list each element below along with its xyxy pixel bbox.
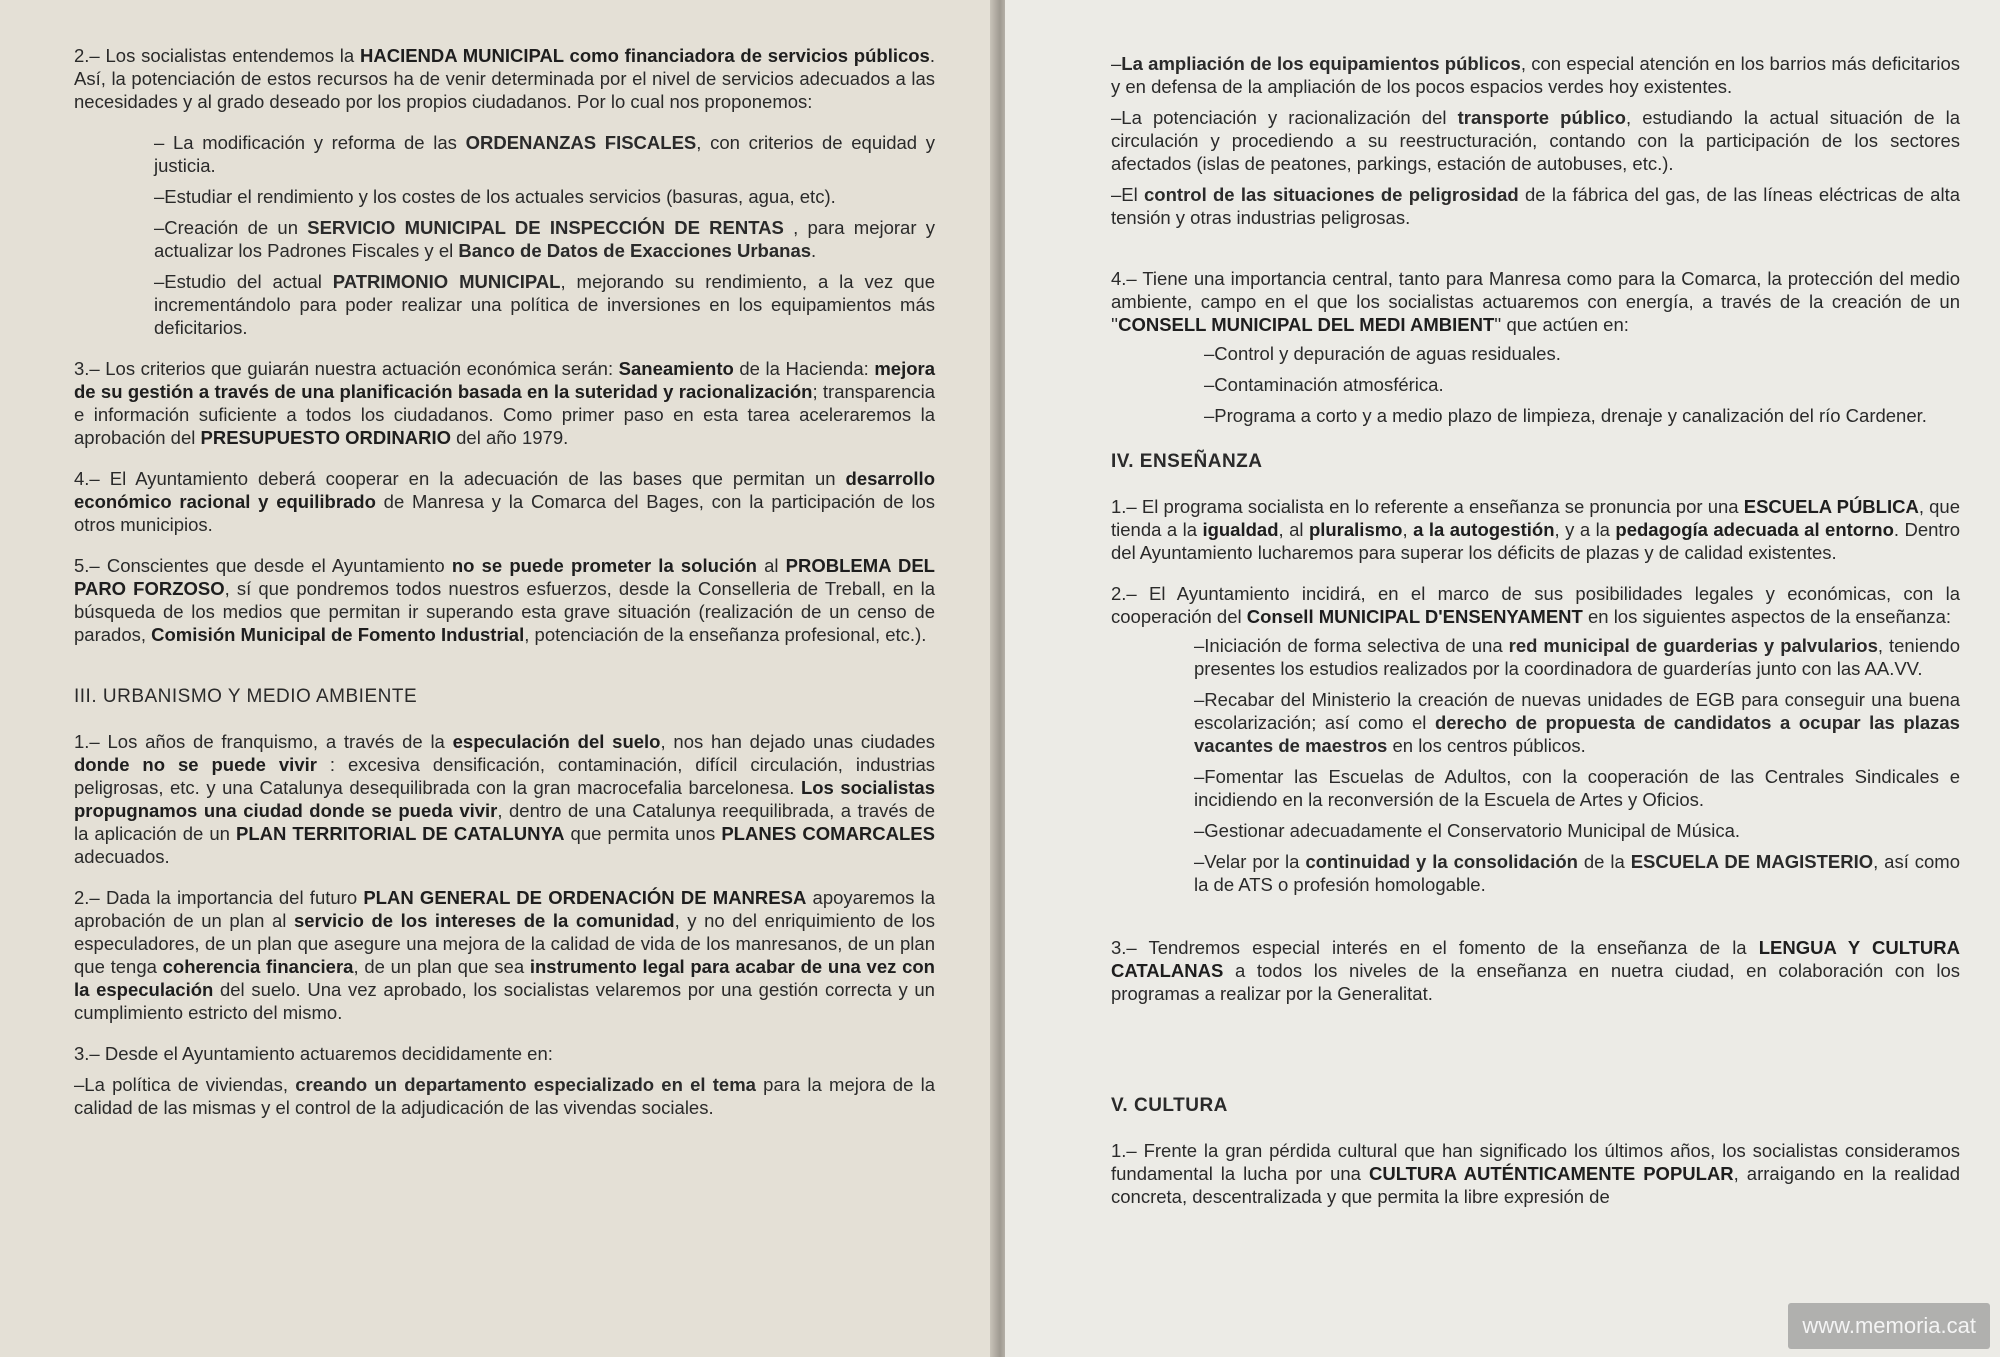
text: –Estudiar el rendimiento y los costes de los actuales servicios (basuras, agua, etc). — [154, 186, 836, 207]
text: apoyaremos la aprobación de un plan al — [74, 887, 935, 931]
text: 1.– El programa socialista en lo referente a enseñanza se pronuncia por una — [1111, 496, 1744, 517]
paragraph-consell-ensenyament — [1111, 582, 1960, 628]
text-bold: pluralismo — [1308, 519, 1403, 540]
text: de la Hacienda: — [733, 358, 875, 379]
text: , teniendo presentes los estudios realizados por la coordinadora de guarderías junto con las AA.VV. — [1194, 635, 1960, 679]
text-bold: LENGUA Y CULTURA CATALANAS — [1111, 937, 1961, 981]
text-bold: especulación del suelo — [452, 731, 661, 752]
section-heading-cultura: V. CULTURA — [1111, 1095, 1228, 1116]
text: de la — [1577, 851, 1631, 872]
text: 4.– El Ayuntamiento deberá cooperar en la adecuación de las bases que permitan un — [74, 468, 846, 489]
text: , que tienda a la — [1111, 496, 1960, 540]
text-bold: creando un departamento especializado en el tema — [295, 1074, 756, 1095]
watermark-label: www.memoria.cat — [1788, 1303, 1990, 1349]
list-item — [1194, 688, 1960, 757]
text: , estudiando la actual situación de la circulación y procediendo a su reestructuración, contando con la participación de los sectores afectados (islas de peatones, parkings, estación de autobuses, etc.). — [1111, 107, 1960, 174]
text: , — [1402, 519, 1414, 540]
text-bold: servicio de los intereses de la comunidad — [293, 910, 675, 931]
text: 3.– Tendremos especial interés en el fomento de la enseñanza de la — [1111, 937, 1759, 958]
text: 2.– El Ayuntamiento incidirá, en el marco de sus posibilidades legales y económicas, con la cooperación del — [1111, 583, 1960, 627]
list-item — [1111, 183, 1960, 229]
text: , y no del enriquimiento de los especuladores, de un plan que asegure una mejora de la calidad de vida de los manresanos, de un plan que tenga — [74, 910, 935, 977]
text: a todos los niveles de la enseñanza en nuetra ciudad, en colaboración con los programas a realizar por la Generalitat. — [1111, 960, 1960, 1004]
text: – La modificación y reforma de las — [154, 132, 466, 153]
text: , al — [1278, 519, 1309, 540]
text: , arraigando en la realidad concreta, descentralizada y que permita la libre expresión de — [1111, 1163, 1960, 1207]
text: , nos han dejado unas ciudades — [660, 731, 935, 752]
text: –Estudio del actual — [154, 271, 333, 292]
text-bold: Comisión Municipal de Fomento Industrial — [151, 624, 525, 645]
text-bold: mejora de su gestión a través de una planificación basada en la suteridad y racionalización — [74, 358, 935, 402]
text: al — [756, 555, 786, 576]
text: que permita unos — [564, 823, 722, 844]
text-bold: PLAN TERRITORIAL DE CATALUNYA — [235, 823, 565, 844]
text-bold: transporte público — [1457, 107, 1626, 128]
text: –La política de viviendas, — [74, 1074, 296, 1095]
text: , sí que pondremos todos nuestros esfuerzos, desde la Conselleria de Treball, en la búsqueda de los medios que permitan ir superando esta grave situación (realización de un censo de parados, — [74, 578, 936, 645]
text: para la mejora de la calidad de las mismas y el control de la adjudicación de las vivendas sociales. — [74, 1074, 936, 1118]
list-item — [1111, 106, 1960, 175]
text-bold: desarrollo económico racional y equilibrado — [74, 468, 935, 512]
text-bold: coherencia financiera — [162, 956, 354, 977]
list-item: –Fomentar las Escuelas de Adultos, con la cooperación de las Centrales Sindicales e incidiendo en la reconversión de la Escuela de Artes y Oficios. — [1194, 766, 1960, 810]
text-bold: Los socialistas propugnamos una ciudad donde se pueda vivir — [74, 777, 935, 821]
right-page — [1005, 0, 2000, 1357]
text: –Creación de un — [154, 217, 308, 238]
text-bold: PLANES COMARCALES — [721, 823, 935, 844]
text: 1.– Frente la gran pérdida cultural que han significado los últimos años, los socialistas consideramos fundamental la lucha por una — [1111, 1140, 1960, 1184]
text-bold: Consell MUNICIPAL D'ENSENYAMENT — [1246, 606, 1583, 627]
text-bold: red municipal de guarderias y palvularios — [1508, 635, 1878, 656]
list-item: –Contaminación atmosférica. — [1204, 374, 1444, 395]
text: , con criterios de equidad y justicia. — [154, 132, 935, 176]
text-bold: no se puede prometer la solución — [451, 555, 757, 576]
text: adecuados. — [74, 846, 170, 867]
text: en los centros públicos. — [1387, 735, 1586, 756]
text-bold: PLAN GENERAL DE ORDENACIÓN DE MANRESA — [363, 887, 807, 908]
text: . Dentro del Ayuntamiento lucharemos para superar los déficits de plazas y de calidad existentes. — [1111, 519, 1961, 563]
text-bold: La ampliación de los equipamientos públicos — [1121, 53, 1521, 74]
section-heading-urbanismo: III. URBANISMO Y MEDIO AMBIENTE — [74, 686, 418, 707]
text: 1.– Los años de franquismo, a través de la — [74, 731, 453, 752]
paragraph-lengua-catalana — [1111, 936, 1960, 1005]
text-bold: ORDENANZAS FISCALES — [465, 132, 697, 153]
text-bold: pedagogía adecuada al entorno — [1615, 519, 1894, 540]
text: –Velar por la — [1194, 851, 1306, 872]
text: de Manresa y la Comarca del Bages, con la participación de los otros municipios. — [74, 491, 935, 535]
left-page — [0, 0, 995, 1357]
text: 4.– Tiene una importancia central, tanto para Manresa como para la Comarca, la protección del medio ambiente, campo en el que los socialistas actuaremos con energía, a través de la creación de un '' — [1111, 268, 1960, 335]
text-bold: CULTURA AUTÉNTICAMENTE POPULAR — [1368, 1163, 1734, 1184]
list-item — [74, 1073, 935, 1119]
text: , y a la — [1554, 519, 1616, 540]
list-item — [154, 131, 935, 177]
list-item — [1194, 634, 1960, 680]
text-bold: donde no se puede vivir — [74, 754, 317, 775]
text-bold: CONSELL MUNICIPAL DEL MEDI AMBIENT — [1118, 314, 1495, 335]
text-bold: derecho de propuesta de candidatos a ocupar las plazas vacantes de maestros — [1194, 712, 1960, 756]
paragraph-cultura — [1111, 1139, 1960, 1208]
text-bold: igualdad — [1202, 519, 1279, 540]
paragraph-hacienda — [74, 44, 935, 113]
text: – — [1111, 53, 1122, 74]
text-bold: ESCUELA PÚBLICA — [1743, 496, 1919, 517]
text-bold: Saneamiento — [618, 358, 734, 379]
text-bold: PRESUPUESTO ORDINARIO — [200, 427, 451, 448]
text-bold: ESCUELA DE MAGISTERIO — [1630, 851, 1874, 872]
text: –Recabar del Ministerio la creación de nuevas unidades de EGB para conseguir una buena escolarización; así como el — [1194, 689, 1960, 733]
paragraph-desarrollo — [74, 467, 935, 536]
text-bold: continuidad y la consolidación — [1305, 851, 1578, 872]
text: , para mejorar y actualizar los Padrones Fiscales y el — [154, 217, 936, 261]
text: en los siguientes aspectos de la enseñanza: — [1582, 606, 1952, 627]
paragraph-actuaremos: 3.– Desde el Ayuntamiento actuaremos decididamente en: — [74, 1043, 553, 1064]
list-item: –Gestionar adecuadamente el Conservatorio Municipal de Música. — [1194, 820, 1741, 841]
text: –El — [1111, 184, 1145, 205]
list-item — [154, 185, 935, 208]
text-bold: PROBLEMA DEL PARO FORZOSO — [74, 555, 935, 599]
text: del año 1979. — [451, 427, 569, 448]
text-bold: Banco de Datos de Exacciones Urbanas — [458, 240, 812, 261]
text: de la fábrica del gas, de las líneas eléctricas de alta tensión y otras industrias peligrosas. — [1111, 184, 1960, 228]
list-item — [1194, 850, 1960, 896]
list-item — [154, 216, 935, 262]
list-item: –Programa a corto y a medio plazo de limpieza, drenaje y canalización del río Cardener. — [1204, 405, 1927, 426]
text: del suelo. Una vez aprobado, los socialistas velaremos por una gestión correcta y un cumplimiento estricto del mismo. — [74, 979, 935, 1023]
text-bold: control de las situaciones de peligrosidad — [1144, 184, 1519, 205]
text: , de un plan que sea — [353, 956, 530, 977]
text: , dentro de una Catalunya reequilibrada, a través de la aplicación de un — [74, 800, 935, 844]
paragraph-criterios — [74, 357, 935, 449]
text: 2.– Dada la importancia del futuro — [74, 887, 364, 908]
text: . Así, la potenciación de estos recursos ha de venir determinada por el nivel de servicios adecuados a las necesidades y al grado deseado por los propios ciudadanos. Por lo cual nos proponemos: — [74, 45, 935, 112]
text: 2.– Los socialistas entendemos la — [74, 45, 360, 66]
paragraph-franquismo — [74, 730, 935, 868]
text-bold: HACIENDA MUNICIPAL como financiadora de servicios públicos — [359, 45, 930, 66]
text: '' que actúen en: — [1494, 314, 1629, 335]
text: –Iniciación de forma selectiva de una — [1194, 635, 1509, 656]
section-heading-ensenanza: IV. ENSEÑANZA — [1111, 451, 1263, 472]
paragraph-medio-ambiente — [1111, 267, 1960, 336]
text: , mejorando su rendimiento, a la vez que incrementándolo para poder realizar una política de inversiones en los equipamientos más deficitarios. — [154, 271, 936, 338]
text-bold: PATRIMONIO MUNICIPAL — [332, 271, 561, 292]
list-item — [154, 270, 935, 339]
text-bold: a la autogestión — [1413, 519, 1555, 540]
text: ; transparencia e información suficiente a todos los ciudadanos. Como primer paso en esta tarea aceleraremos la aprobación del — [74, 381, 936, 448]
text: , con especial atención en los barrios más deficitarios y en defensa de la ampliación de los pocos espacios verdes hoy existentes. — [1111, 53, 1960, 97]
paragraph-plan-general — [74, 886, 935, 1024]
text-bold: instrumento legal para acabar de una vez con la especulación — [74, 956, 935, 1000]
list-item — [1111, 52, 1960, 98]
text: 3.– Los criterios que guiarán nuestra actuación económica serán: — [74, 358, 619, 379]
text: –La potenciación y racionalización del — [1111, 107, 1458, 128]
text: , así como la de ATS o profesión homologable. — [1194, 851, 1960, 895]
list-item: –Control y depuración de aguas residuales. — [1204, 343, 1561, 364]
text: : excesiva densificación, contaminación, difícil circulación, industrias peligrosas, etc. y una Catalunya desequilibrada con la gran macrocefalia barcelonesa. — [74, 754, 936, 798]
paragraph-escuela-publica — [1111, 495, 1960, 564]
text: . — [811, 240, 817, 261]
text-bold: SERVICIO MUNICIPAL DE INSPECCIÓN DE RENTAS — [307, 217, 784, 238]
text: 5.– Conscientes que desde el Ayuntamiento — [74, 555, 452, 576]
text: , potenciación de la enseñanza profesional, etc.). — [524, 624, 927, 645]
paragraph-paro — [74, 554, 935, 646]
